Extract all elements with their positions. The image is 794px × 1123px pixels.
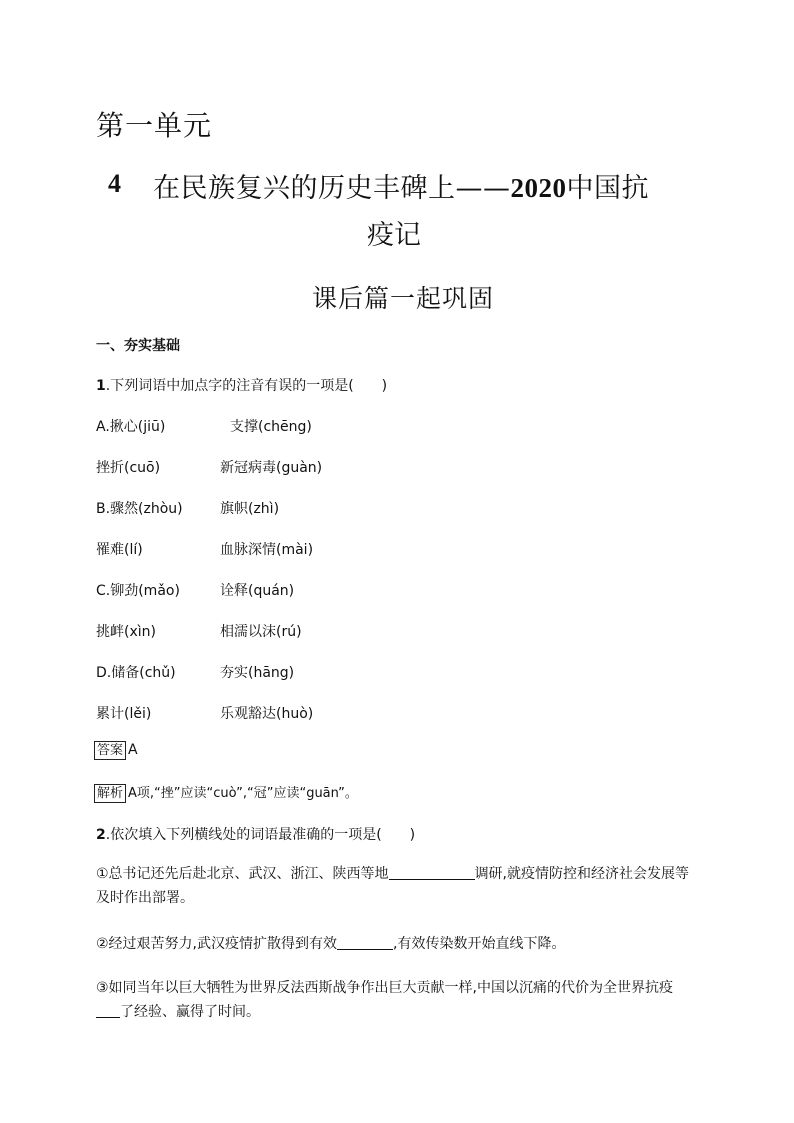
lesson-title: [153, 166, 649, 205]
explanation-line: [94, 782, 358, 803]
sentence-1-part-a: ①总书记还先后赴北京、武汉、浙江、陕西等地: [96, 866, 389, 882]
question-1-number: 1: [96, 378, 106, 394]
option-d2-left: 累计(lěi): [96, 706, 152, 722]
answer-line: [94, 741, 138, 760]
option-a-right: 支撑(chēng): [230, 419, 312, 435]
answer-tag: 答案: [94, 741, 126, 760]
option-d-left: D.储备(chǔ): [96, 665, 176, 681]
sentence-3: [96, 976, 696, 1024]
subtitle: 课后篇一起巩固: [312, 284, 495, 313]
option-c2-left: 挑衅(xìn): [96, 624, 156, 640]
sentence-2: [96, 932, 696, 956]
sentence-3-part-a: ③如同当年以巨大牺牲为世界反法西斯战争作出巨大贡献一样,中国以沉痛的代价为全世界抗疫: [96, 980, 673, 996]
lesson-title-year: 2020: [510, 173, 567, 203]
blank-2: [337, 935, 393, 950]
question-1: [96, 375, 387, 395]
sentence-1: [96, 862, 696, 910]
lesson-number: 4: [108, 169, 121, 198]
option-c2-right: 相濡以沫(rú): [220, 624, 302, 640]
option-a2-right: 新冠病毒(guàn): [220, 460, 323, 476]
answer-value: A: [128, 742, 138, 758]
sentence-2-part-a: ②经过艰苦努力,武汉疫情扩散得到有效: [96, 936, 337, 952]
option-b-right: 旗帜(zhì): [220, 501, 280, 517]
lesson-title-part1: 在民族复兴的历史丰碑上——: [153, 173, 511, 204]
unit-title: 第一单元: [96, 109, 213, 142]
option-d2-right: 乐观豁达(huò): [220, 706, 314, 722]
blank-1: [389, 865, 475, 880]
option-a-left: A.揪心(jiū): [96, 419, 166, 435]
lesson-title-part2: 中国抗: [566, 173, 649, 204]
option-b2-right: 血脉深情(mài): [220, 542, 314, 558]
option-c-left: C.铆劲(mǎo): [96, 583, 180, 599]
explanation-text: A项,“挫”应读“cuò”,“冠”应读“guān”。: [128, 786, 358, 801]
sentence-1-part-b: 调研,就疫情防控和经济社会发展等及时作出部署。: [96, 866, 690, 906]
blank-3: [96, 1003, 120, 1018]
option-b2-left: 罹难(lí): [96, 542, 143, 558]
option-d-right: 夯实(hāng): [220, 665, 295, 681]
option-c-right: 诠释(quán): [220, 583, 295, 599]
sentence-3-part-b: 了经验、赢得了时间。: [120, 1004, 260, 1020]
sentence-2-part-b: ,有效传染数开始直线下降。: [393, 936, 566, 952]
question-1-text: .下列词语中加点字的注音有误的一项是( ): [105, 378, 388, 394]
lesson-title-line2: 疫记: [367, 220, 421, 251]
question-2-text: .依次填入下列横线处的词语最准确的一项是( ): [105, 827, 416, 843]
option-a2-left: 挫折(cuō): [96, 460, 161, 476]
question-2-number: 2: [96, 827, 106, 843]
question-2: [96, 824, 415, 844]
section-heading: 一、夯实基础: [96, 338, 180, 354]
option-b-left: B.骤然(zhòu): [96, 501, 183, 517]
explanation-tag: 解析: [94, 784, 126, 803]
